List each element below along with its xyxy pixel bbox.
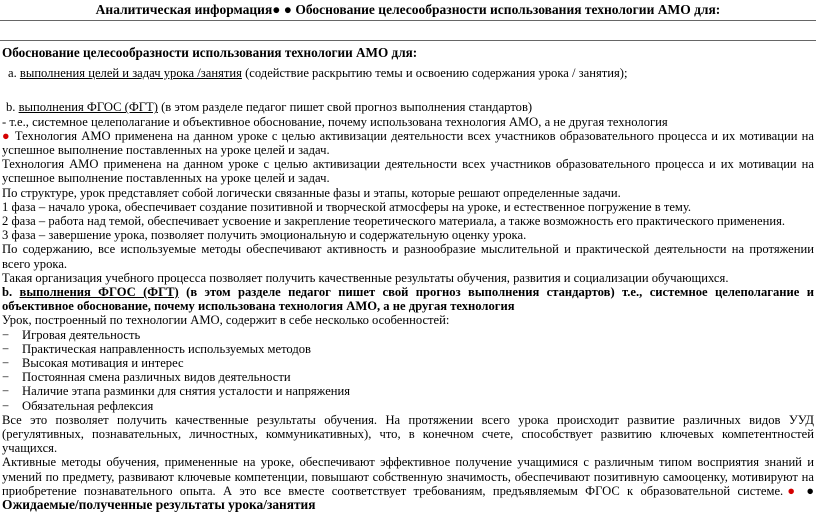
item-a-marker: a. xyxy=(8,66,17,81)
dash-marker: − xyxy=(2,384,10,399)
paragraph-active-methods xyxy=(2,455,814,512)
red-bullet-icon: ● xyxy=(783,483,800,498)
dash-marker: − xyxy=(2,341,10,356)
item-b-link[interactable]: выполнения ФГОС (ФГТ) xyxy=(18,100,158,115)
header-rule-bottom xyxy=(0,40,816,41)
black-bullet-icon: ● xyxy=(272,2,281,17)
section-title: Обоснование целесообразности использования технологии АМО для: xyxy=(2,45,418,60)
paragraph-content: По содержанию, все используемые методы обеспечивают активность и разнообразие мыслительной и практической деятельности на протяжении всего урока. xyxy=(2,242,814,271)
item-a-link[interactable]: выполнения целей и задач урока /занятия xyxy=(19,66,242,81)
dash-marker: − xyxy=(2,327,10,342)
black-bullet-icon: ● xyxy=(283,2,292,17)
black-bullet-icon: ● xyxy=(806,483,814,498)
header-prefix: Аналитическая информация xyxy=(95,2,273,17)
list-item-text: Игровая деятельность xyxy=(22,327,141,342)
dash-marker: − xyxy=(2,370,10,385)
item-a xyxy=(2,66,814,80)
list-item xyxy=(2,370,814,384)
header-title: Обоснование целесообразности использования технологии АМО для: xyxy=(295,2,721,17)
bold-item-b-link[interactable]: выполнения ФГОС (ФГТ) xyxy=(19,285,179,300)
header-rule-top xyxy=(0,20,816,21)
paragraph-active-methods-text: Активные методы обучения, примененные на уроке, обеспечивают эффективное получение учащимися с различным типом восприятия знаний и умений по предмету, развивают ключевые компетенции, повышают собственную значимость, обеспечивают позитивную самооценку, мотивируют на приобретение познавательного опыта. А это все вместе соответствует требованиям, предъявляемым ФГОС к образовательной системе. xyxy=(2,455,814,498)
item-a-text: (содействие раскрытию темы и освоению содержания урока / занятия); xyxy=(241,66,628,81)
features-list xyxy=(2,328,814,413)
paragraph-red-bullet-text: Технология АМО применена на данном уроке с целью активизации деятельности всех участников образовательного процесса и их мотивации на успешное выполнение поставленных на уроке целей и задач. xyxy=(2,128,814,158)
bold-item-b xyxy=(2,285,814,313)
page-header xyxy=(0,0,816,20)
paragraph-repeat: Технология АМО применена на данном уроке с целью активизации деятельности всех участников образовательного процесса и их мотивации на успешное выполнение поставленных на уроке целей и задач. xyxy=(2,157,814,186)
list-item-text: Обязательная рефлексия xyxy=(22,398,154,413)
document-body xyxy=(2,46,814,512)
paragraph-organization: Такая организация учебного процесса позволяет получить качественные результаты обучения, развития и социализации обучающихся. xyxy=(2,270,729,285)
bold-item-b-marker: b. xyxy=(2,285,13,300)
list-item-text: Наличие этапа разминки для снятия усталости и напряжения xyxy=(22,384,351,399)
item-b-text: (в этом разделе педагог пишет свой прогноз выполнения стандартов) xyxy=(157,100,533,115)
phase-1: 1 фаза – начало урока, обеспечивает создание позитивной и творческой атмосферы на уроке, и естественное погружение в тему. xyxy=(2,199,692,214)
item-b xyxy=(2,100,814,114)
list-item xyxy=(2,399,814,413)
list-item-text: Высокая мотивация и интерес xyxy=(22,356,184,371)
paragraph-features: Урок, построенный по технологии АМО, содержит в себе несколько особенностей: xyxy=(2,313,450,328)
red-bullet-icon: ● xyxy=(2,128,11,143)
phase-2: 2 фаза – работа над темой, обеспечивает усвоение и закрепление теоретического материала, а также возможность его практического применения. xyxy=(2,214,786,229)
list-item-text: Практическая направленность используемых методов xyxy=(22,341,311,356)
item-b-marker: b. xyxy=(6,100,16,115)
bold-item-b-text: (в этом разделе педагог пишет свой прогноз выполнения стандартов) т.е., системное целеполагание и объективное обоснование, почему использована технология АМО, а не другая технология xyxy=(2,285,815,314)
list-item xyxy=(2,356,814,370)
phase-3: 3 фаза – завершение урока, позволяет получить эмоциональную и содержательную оценку урока. xyxy=(2,228,527,243)
dash-marker: − xyxy=(2,356,10,371)
list-item xyxy=(2,328,814,342)
paragraph-red-bullet xyxy=(2,129,814,157)
list-item xyxy=(2,384,814,398)
final-heading: Ожидаемые/полученные результаты урока/занятия xyxy=(2,497,316,513)
list-item-text: Постоянная смена различных видов деятельности xyxy=(22,370,291,385)
item-b-note: - т.е., системное целеполагание и объективное обоснование, почему использована технология АМО, а не другая технология xyxy=(2,114,668,129)
dash-marker: − xyxy=(2,398,10,413)
paragraph-results: Все это позволяет получить качественные результаты обучения. На протяжении всего урока происходит развитие различных видов УУД (регулятивных, познавательных, личностных, коммуникативных), что, в конечном счете, способствует развитию ключевых компетентностей учащихся. xyxy=(2,412,814,456)
list-item xyxy=(2,342,814,356)
paragraph-structure: По структуре, урок представляет собой логически связанные фазы и этапы, которые решают определенные задачи. xyxy=(2,185,621,200)
